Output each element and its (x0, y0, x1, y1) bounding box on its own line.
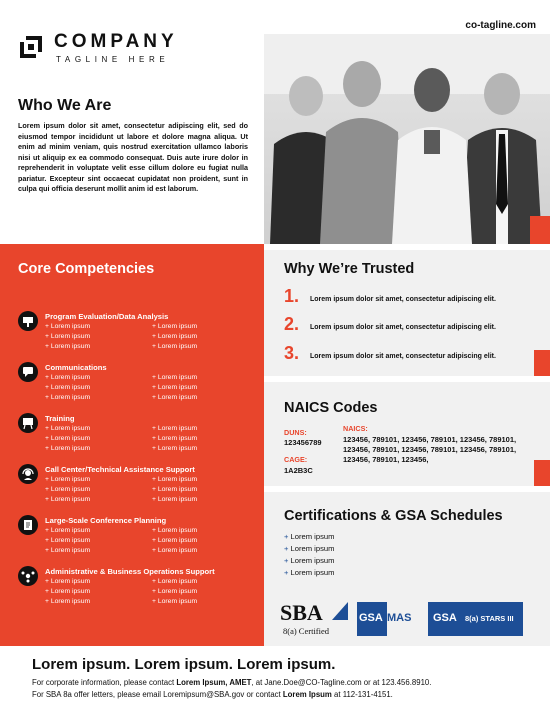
list-item: + Lorem ipsum (152, 537, 198, 545)
footer-title: Lorem ipsum. Lorem ipsum. Lorem ipsum. (32, 656, 336, 673)
list-item: + Lorem ipsum (152, 394, 198, 402)
list-item: + Lorem ipsum (45, 445, 91, 453)
list-item: + Lorem ipsum (45, 486, 91, 494)
competency-call-center (18, 464, 258, 508)
gsa-mas-logo: GSA MAS (357, 602, 423, 636)
footer-contact-line: For corporate information, please contact Lorem Ipsum, AMET, at Jane.Doe@CO-Tagline.com or at 123.456.8910. (32, 678, 432, 687)
list-item: + Lorem ipsum (152, 476, 198, 483)
list-item: + Lorem ipsum (45, 537, 91, 545)
competency-communications (18, 362, 258, 406)
section-accent-bar (534, 460, 550, 486)
list-item: + Lorem ipsum (152, 374, 198, 381)
trust-text: Lorem ipsum dolor sit amet, consectetur adipiscing elit. (310, 353, 496, 360)
list-item: + Lorem ipsum (45, 578, 91, 585)
competency-training (18, 413, 258, 457)
list-item: + Lorem ipsum (45, 374, 91, 381)
chat-icon (18, 362, 38, 382)
website-url: co-tagline.com (465, 20, 536, 31)
naics-label: NAICS: (343, 424, 368, 433)
projector-icon (18, 311, 38, 331)
list-item: + Lorem ipsum (45, 435, 91, 443)
list-item: + Lorem ipsum (45, 333, 91, 341)
who-we-are-title: Who We Are (18, 97, 112, 114)
why-trusted-title: Why We’re Trusted (284, 261, 415, 277)
competency-administrative (18, 566, 258, 610)
list-item: + Lorem ipsum (284, 532, 335, 541)
cage-value: 1A2B3C (284, 466, 313, 475)
list-item: + Lorem ipsum (45, 527, 91, 534)
list-item: + Lorem ipsum (152, 343, 198, 351)
certifications-section (264, 492, 550, 646)
list-item: + Lorem ipsum (284, 568, 335, 577)
competency-title: Call Center/Technical Assistance Support (45, 465, 195, 474)
naics-codes (343, 435, 516, 465)
duns-value: 123456789 (284, 438, 322, 447)
presentation-board-icon (18, 413, 38, 433)
list-item: + Lorem ipsum (152, 578, 198, 585)
naics-title: NAICS Codes (284, 400, 378, 416)
list-item: + Lorem ipsum (45, 547, 91, 555)
list-item: + Lorem ipsum (152, 425, 198, 432)
list-item: + Lorem ipsum (152, 588, 198, 596)
footer-sba-line: For SBA 8a offer letters, please email Loremipsum@SBA.gov or contact Lorem Ipsum at 112-131-4151. (32, 690, 393, 699)
competency-conference-planning (18, 515, 258, 559)
sba-eagle-icon (332, 602, 348, 620)
sba-8a-certified-logo: SBA 8(a) Certified (280, 600, 350, 640)
list-item: + Lorem ipsum (45, 598, 91, 606)
trust-number: 2. (284, 314, 300, 334)
headset-icon (18, 464, 38, 484)
list-item: + Lorem ipsum (45, 343, 91, 351)
list-item: + Lorem ipsum (284, 556, 335, 565)
competency-title: Training (45, 414, 75, 423)
team-photo (264, 34, 550, 244)
duns-label: DUNS: (284, 428, 307, 437)
photo-accent-bar (530, 216, 550, 244)
list-item: + Lorem ipsum (152, 445, 198, 453)
list-item: + Lorem ipsum (152, 435, 198, 443)
list-item: + Lorem ipsum (152, 547, 198, 555)
list-item: + Lorem ipsum (45, 384, 91, 392)
list-item: + Lorem ipsum (45, 496, 91, 504)
list-item: + Lorem ipsum (152, 496, 198, 504)
list-item: + Lorem ipsum (45, 394, 91, 402)
list-item: + Lorem ipsum (152, 333, 198, 341)
trust-number: 3. (284, 343, 300, 363)
why-trusted-section (264, 250, 550, 376)
competency-program-evaluation (18, 311, 258, 355)
company-tagline: TAGLINE HERE (56, 55, 170, 64)
competency-title: Communications (45, 363, 107, 372)
clipboard-icon (18, 515, 38, 535)
competency-title: Large-Scale Conference Planning (45, 516, 167, 525)
core-competencies-title: Core Competencies (18, 261, 155, 277)
list-item: + Lorem ipsum (152, 323, 198, 330)
naics-code-line: 123456, 789101, 123456, (343, 455, 429, 464)
trust-text: Lorem ipsum dolor sit amet, consectetur adipiscing elit. (310, 296, 496, 303)
list-item: + Lorem ipsum (45, 476, 91, 483)
gsa-stars-iii-logo: GSA 8(a) STARS III (428, 602, 523, 636)
certifications-list (284, 531, 334, 579)
list-item: + Lorem ipsum (45, 323, 91, 330)
section-accent-bar (534, 350, 550, 376)
list-item: + Lorem ipsum (152, 598, 198, 606)
trust-number: 1. (284, 286, 300, 306)
naics-code-line: 123456, 789101, 123456, 789101, 123456, 789101, (343, 435, 517, 444)
list-item: + Lorem ipsum (284, 544, 335, 553)
cage-label: CAGE: (284, 455, 308, 464)
competency-title: Administrative & Business Operations Support (45, 567, 215, 576)
list-item: + Lorem ipsum (45, 588, 91, 596)
company-name: COMPANY (54, 31, 178, 52)
naics-section (264, 382, 550, 486)
who-we-are-body: Lorem ipsum dolor sit amet, consectetur adipiscing elit, sed do eiusmod tempor incididunt ut labore et dolore magna aliqua. Ut enim ad minim veniam, quis nostrud exercitation ullamco laboris nisi ut aliquip ex ea commodo consequat. Duis aute irure dolor in reprehenderit in voluptate velit esse cillum dolore eu fugiat nulla pariatur. Excepteur sint occaecat cupidatat non proident, sunt in culpa qui officia deserunt mollit anim id est laborum. (18, 121, 248, 193)
network-icon (18, 566, 38, 586)
naics-code-line: 123456, 789101, 123456, 789101, 123456, 789101, (343, 445, 517, 454)
list-item: + Lorem ipsum (152, 527, 198, 534)
trust-text: Lorem ipsum dolor sit amet, consectetur adipiscing elit. (310, 324, 496, 331)
competency-title: Program Evaluation/Data Analysis (45, 312, 169, 321)
list-item: + Lorem ipsum (152, 384, 198, 392)
company-logo-icon (18, 34, 44, 60)
certifications-title: Certifications & GSA Schedules (284, 508, 503, 524)
list-item: + Lorem ipsum (152, 486, 198, 494)
list-item: + Lorem ipsum (45, 425, 91, 432)
